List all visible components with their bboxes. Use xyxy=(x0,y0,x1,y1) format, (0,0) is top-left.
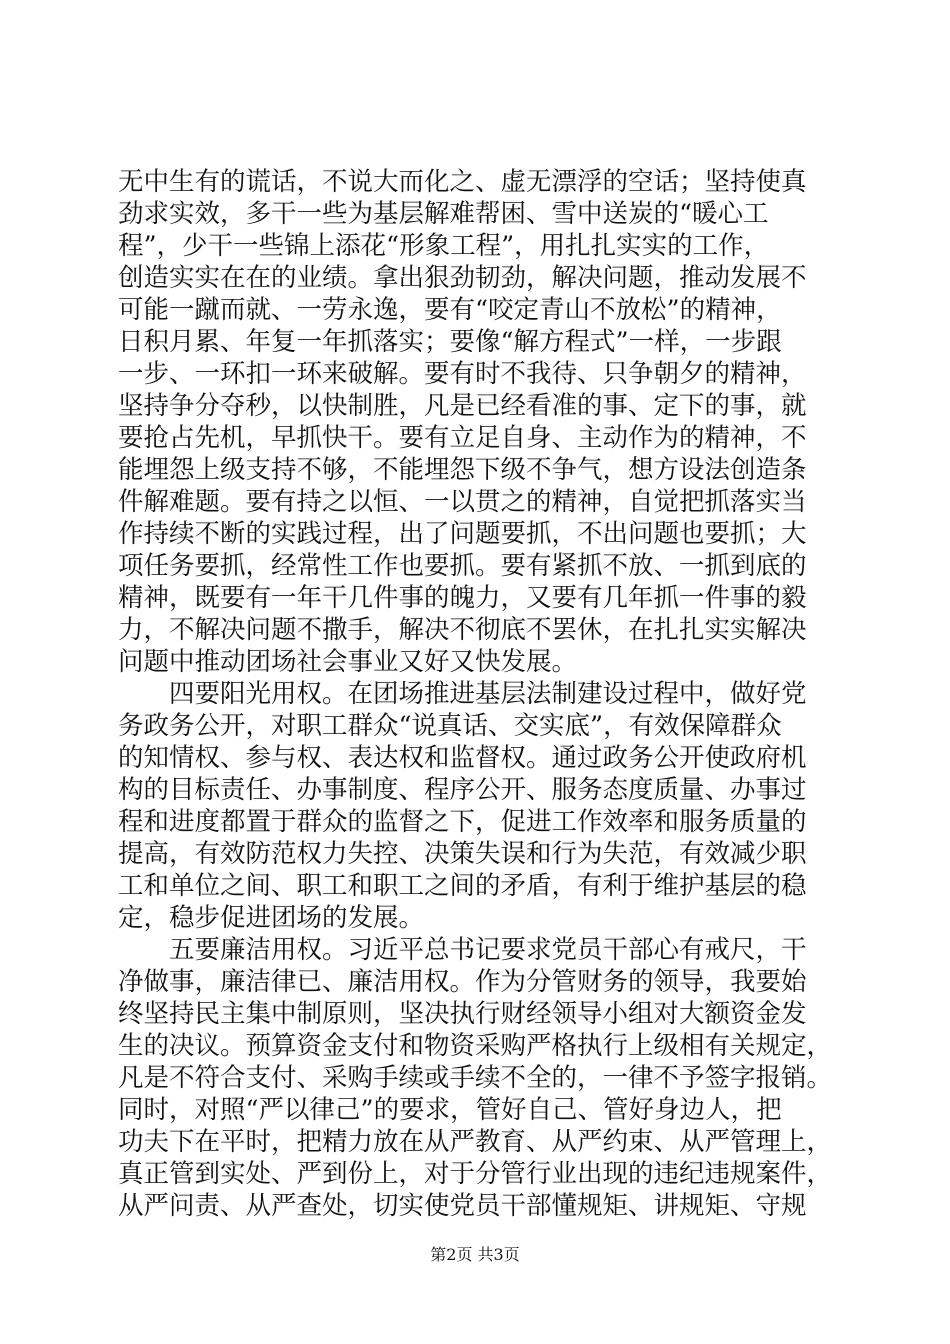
text-line: 提高，有效防范权力失控、决策失误和行为失范，有效减少职 xyxy=(118,839,807,869)
text-line: 创造实实在在的业绩。拿出狠劲韧劲，解决问题，推动发展不 xyxy=(118,263,807,293)
text-line: 工和单位之间、职工和职工之间的矛盾，有利于维护基层的稳 xyxy=(118,871,807,901)
text-line: 终坚持民主集中制原则，坚决执行财经领导小组对大额资金发 xyxy=(118,999,807,1029)
text-line: 的知情权、参与权、表达权和监督权。通过政务公开使政府机 xyxy=(118,743,807,773)
text-line: 五要廉洁用权。习近平总书记要求党员干部心有戒尺，干 xyxy=(118,935,807,965)
text-line: 净做事，廉洁律已、廉洁用权。作为分管财务的领导，我要始 xyxy=(118,967,807,997)
text-line: 生的决议。预算资金支付和物资采购严格执行上级相有关规定， xyxy=(118,1031,833,1061)
text-line: 作持续不断的实践过程，出了问题要抓，不出问题也要抓；大 xyxy=(118,519,807,549)
text-line: 功夫下在平时，把精力放在从严教育、从严约束、从严管理上， xyxy=(118,1127,833,1157)
text-line: 程”，少干一些锦上添花“形象工程”，用扎扎实实的工作， xyxy=(118,231,770,261)
text-line: 项任务要抓，经常性工作也要抓。要有紧抓不放、一抓到底的 xyxy=(118,551,807,581)
body-text xyxy=(118,166,834,1222)
text-line: 力，不解决问题不撒手，解决不彻底不罢休，在扎扎实实解决 xyxy=(118,615,807,645)
text-line: 凡是不符合支付、采购手续或手续不全的，一律不予签字报销。 xyxy=(118,1063,833,1093)
text-line: 四要阳光用权。在团场推进基层法制建设过程中，做好党 xyxy=(118,679,807,709)
text-line: 坚持争分夺秒，以快制胜，凡是已经看准的事、定下的事，就 xyxy=(118,391,807,421)
text-line: 问题中推动团场社会事业又好又快发展。 xyxy=(118,647,578,677)
text-line: 可能一蹴而就、一劳永逸，要有“咬定青山不放松”的精神， xyxy=(118,295,782,325)
text-line: 一步、一环扣一环来破解。要有时不我待、只争朝夕的精神， xyxy=(118,359,807,389)
text-line: 从严问责、从严查处，切实使党员干部懂规矩、讲规矩、守规 xyxy=(118,1191,807,1221)
text-line: 件解难题。要有持之以恒、一以贯之的精神，自觉把抓落实当 xyxy=(118,487,807,517)
text-line: 要抢占先机，早抓快干。要有立足自身、主动作为的精神，不 xyxy=(118,423,807,453)
page-footer: 第2页 共3页 xyxy=(430,1245,520,1264)
text-line: 务政务公开，对职工群众“说真话、交实底”，有效保障群众 xyxy=(118,711,782,741)
text-line: 定，稳步促进团场的发展。 xyxy=(118,903,425,933)
text-line: 真正管到实处、严到份上，对于分管行业出现的违纪违规案件， xyxy=(118,1159,833,1189)
text-line: 构的目标责任、办事制度、程序公开、服务态度质量、办事过 xyxy=(118,775,807,805)
text-line: 程和进度都置于群众的监督之下，促进工作效率和服务质量的 xyxy=(118,807,807,837)
text-line: 无中生有的谎话，不说大而化之、虚无漂浮的空话；坚持使真 xyxy=(118,167,807,197)
text-line: 同时，对照“严以律己”的要求，管好自己、管好身边人，把 xyxy=(118,1095,782,1125)
text-line: 精神，既要有一年干几件事的魄力，又要有几年抓一件事的毅 xyxy=(118,583,807,613)
text-line: 日积月累、年复一年抓落实；要像“解方程式”一样，一步跟 xyxy=(118,327,782,357)
text-line: 能埋怨上级支持不够，不能埋怨下级不争气，想方设法创造条 xyxy=(118,455,807,485)
text-line: 劲求实效，多干一些为基层解难帮困、雪中送炭的“暖心工 xyxy=(118,199,769,229)
